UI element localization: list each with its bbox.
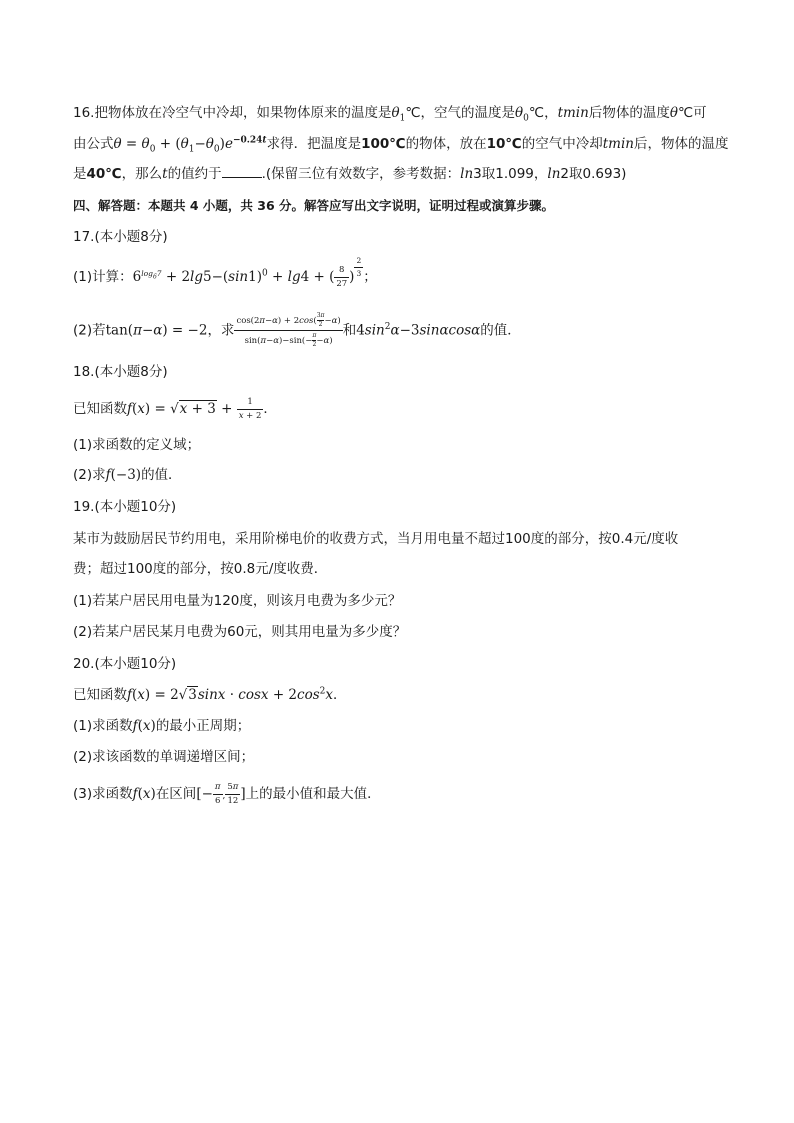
- q20-intro: 已知函数$f(x) = 2√3\sin x \cdot \cos x + 2\cos^2x$．: [73, 686, 347, 703]
- q20-text: (1)求函数: [73, 718, 133, 734]
- q19-line-1: 某市为鼓励居民节约用电，采用阶梯电价的收费方式，当月用电量不超过100度的部分，按0.4元/度收: [73, 531, 679, 547]
- q16-text: 的物体，放在: [405, 136, 487, 152]
- q16-text: ℃，: [528, 105, 558, 121]
- answer-blank[interactable]: [222, 165, 262, 178]
- q18-text: 已知函数: [73, 401, 127, 417]
- q16-temp: 10℃: [486, 136, 522, 152]
- q16-formula: θ: [113, 136, 122, 152]
- q16-text: 的值约于: [167, 166, 222, 182]
- q18-part-2: (2)求f(−3)的值．: [73, 467, 182, 483]
- q16-text: 2取0.693): [560, 166, 627, 182]
- q17-part-2: (2)若tan(π−α) = −2，求 cos(2π−α) + 2cos( $\frac{3\pi}{2}$ −α) sin(π−α)−sin(− $\frac{\pi}{2}$ −α) 和$4\sin^2\alpha-3\sin\alpha\cos\alpha$的值．: [73, 312, 521, 348]
- q16-text: 的空气中冷却: [521, 136, 603, 152]
- q18-intro: 已知函数f(x) = √x + 3 + $\frac{1}{x + 2}$ ．: [73, 397, 277, 421]
- q20-text: 的最小正周期；: [155, 718, 251, 734]
- q17-text: ；: [363, 269, 377, 285]
- q16-text: ℃，空气的温度是: [405, 105, 516, 121]
- q19-text: 60元，则其用电量为多少度？: [227, 624, 407, 640]
- q17-text: 和: [342, 322, 357, 339]
- q16-line-3: 是40℃，那么t的值约于 .(保留三位有效数字，参考数据：ln3取1.099，ln2取0.693): [73, 166, 627, 182]
- q16-temp: 100℃: [361, 136, 406, 152]
- q16-text: 求得．把温度是: [266, 136, 362, 152]
- q17-text: ，求: [207, 322, 235, 339]
- q19-line-2: 费；超过100度的部分，按0.8元/度收费．: [73, 561, 328, 577]
- q20-part-1: (1)求函数f(x)的最小正周期；: [73, 718, 251, 734]
- q16-ln: ln: [460, 166, 474, 182]
- q16-text: 3取1.099，: [473, 166, 548, 182]
- q19-part-1: [73, 590, 723, 612]
- q18-text: (2)求: [73, 467, 106, 483]
- q18-header: 18.(本小题8分): [73, 364, 168, 380]
- q20-text: 上的最小值和最大值．: [245, 786, 381, 802]
- q20-text: 在区间: [155, 786, 197, 802]
- q17-text: (1)计算：: [73, 269, 133, 285]
- q19-text: 120度，则该月电费为多少元？: [213, 593, 402, 609]
- q16-text: ，那么: [121, 166, 163, 182]
- q16-text: 后物体的温度: [588, 105, 670, 121]
- q16-text: 16.把物体放在冷空气中冷却，如果物体原来的温度是: [73, 105, 392, 121]
- q17-fraction: cos(2π−α) + 2cos( $\frac{3\pi}{2}$ −α) sin(π−α)−sin(− $\frac{\pi}{2}$ −α): [236, 312, 341, 348]
- q18-text: 的值．: [141, 467, 182, 483]
- q20-part-3: (3)求函数f(x)在区间[− $\frac{\pi}{6}$ , $\frac{5\pi}{12}$ ]上的最小值和最大值．: [73, 782, 381, 806]
- q16-text: .(保留三位有效数字，参考数据：: [261, 166, 461, 182]
- q16-ln: ln: [547, 166, 561, 182]
- q19-text: (2)若某户居民某月电费为: [73, 624, 228, 640]
- q17-header: 17.(本小题8分): [73, 229, 168, 245]
- q16-text: 由公式: [73, 136, 114, 152]
- q16-line-2: 由公式$\theta = \theta_0 + (\theta_1-\theta_0)e^{-0.24t}$求得．把温度是100℃的物体，放在10℃的空气中冷却tmin后，物体的温度: [73, 135, 729, 155]
- section-title: 四、解答题：本题共 4 小题，共 36 分。解答应写出文字说明，证明过程或演算步骤。: [73, 198, 555, 213]
- q20-text: 已知函数: [73, 687, 127, 703]
- q16-line-1: 16.把物体放在冷空气中冷却，如果物体原来的温度是$\theta_1℃$，空气的温度是$\theta_0℃$，tmin后物体的温度θ℃可: [73, 105, 707, 124]
- q19-text: (1)若某户居民用电量为: [73, 593, 214, 609]
- q16-temp: 40℃: [86, 166, 122, 182]
- q20-part-2: (2)求该函数的单调递增区间；: [73, 749, 255, 765]
- q18-part-1: (1)求函数的定义域；: [73, 437, 201, 453]
- q16-text: 是: [73, 166, 87, 182]
- q20-text: (3)求函数: [73, 786, 133, 802]
- q17-part-1: (1)计算：$6^{log_67} + 2\lg 5-(\sin 1)^0 + \lg 4$ + ( $\frac{8}{27}$ ) $^{\frac{2}{3}}$ ；: [73, 256, 377, 289]
- q16-text: 后，物体的温度: [634, 136, 729, 152]
- q19-part-2: [73, 621, 723, 643]
- q17-text: 的值．: [480, 322, 521, 339]
- q19-header: 19.(本小题10分): [73, 499, 177, 515]
- q20-header: 20.(本小题10分): [73, 656, 177, 672]
- q17-text: (2)若: [73, 322, 106, 339]
- q16-text: ℃可: [677, 105, 707, 121]
